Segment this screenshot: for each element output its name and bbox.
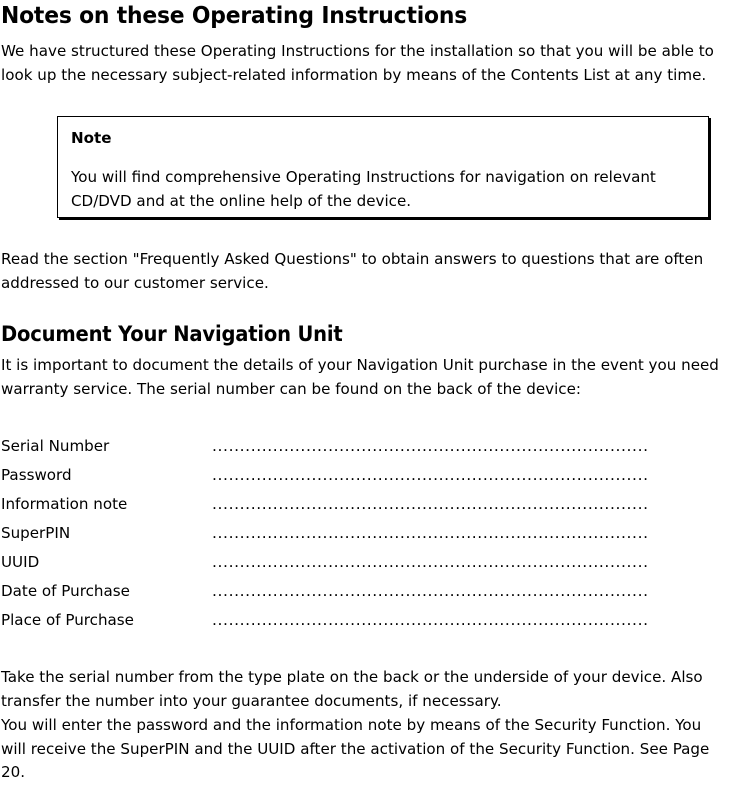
field-dotted-line: ............................................................................... (212, 611, 649, 629)
field-label: UUID (1, 553, 40, 571)
field-label: Information note (1, 495, 128, 513)
note-box (57, 116, 709, 218)
intro-paragraph: We have structured these Operating Instructions for the installation so that you will be able to look up the necessary subject-related information by means of the Contents List at any time. (1, 42, 714, 84)
field-label: Serial Number (1, 437, 110, 455)
field-row-password (1, 463, 701, 487)
page-title: Notes on these Operating Instructions (1, 1, 468, 29)
field-dotted-line: ............................................................................... (212, 466, 649, 484)
field-dotted-line: ............................................................................... (212, 495, 649, 513)
section-heading: Document Your Navigation Unit (1, 322, 343, 346)
field-dotted-line: ............................................................................... (212, 437, 649, 455)
field-row-superpin (1, 521, 701, 545)
field-row-serial-number (1, 434, 701, 458)
field-row-place-of-purchase (1, 608, 701, 632)
field-label: SuperPIN (1, 524, 71, 542)
security-function-paragraph: You will enter the password and the information note by means of the Security Function. You will receive the SuperPIN and the UUID after the activation of the Security Function. See Page 20. (1, 716, 710, 781)
section-paragraph: It is important to document the details of your Navigation Unit purchase in the event you need warranty service. The serial number can be found on the back of the device: (1, 356, 719, 398)
field-label: Place of Purchase (1, 611, 134, 629)
faq-paragraph: Read the section "Frequently Asked Questions" to obtain answers to questions that are often addressed to our customer service. (1, 250, 704, 292)
field-label: Password (1, 466, 72, 484)
field-row-date-of-purchase (1, 579, 701, 603)
field-label: Date of Purchase (1, 582, 130, 600)
field-dotted-line: ............................................................................... (212, 524, 649, 542)
serial-number-paragraph: Take the serial number from the type plate on the back or the underside of your device. Also transfer the number into your guarantee documents, if necessary. (1, 668, 703, 710)
note-text: You will find comprehensive Operating Instructions for navigation on relevant CD/DVD and at the online help of the device. (71, 168, 656, 210)
note-title: Note (71, 129, 112, 147)
field-dotted-line: ............................................................................... (212, 553, 649, 571)
field-row-information-note (1, 492, 701, 516)
field-row-uuid (1, 550, 701, 574)
field-dotted-line: ............................................................................... (212, 582, 649, 600)
